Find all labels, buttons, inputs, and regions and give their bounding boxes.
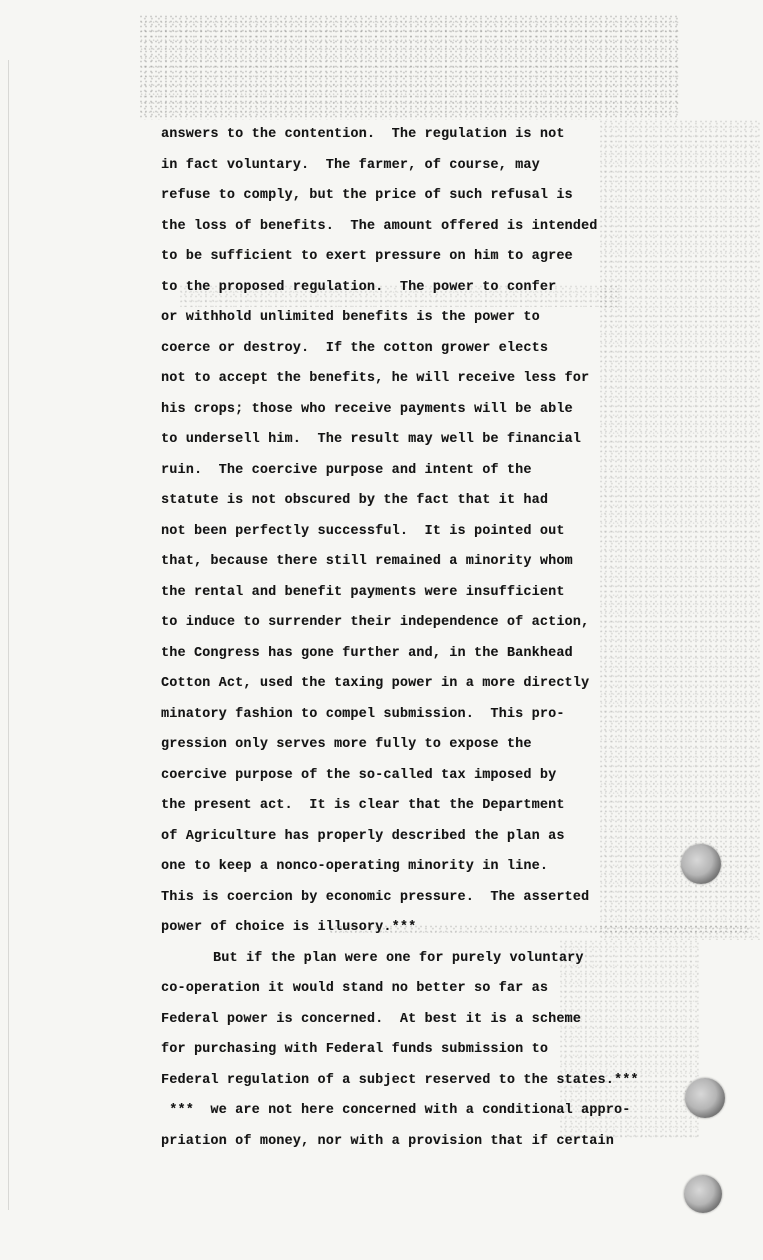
text-line: of Agriculture has properly described the plan as — [161, 828, 565, 844]
scan-noise-top — [140, 15, 680, 120]
text-line: in fact voluntary. The farmer, of course, may — [161, 157, 540, 173]
text-line: gression only serves more fully to expose the — [161, 737, 532, 752]
text-line: the present act. It is clear that the Department — [161, 798, 565, 813]
text-line: ruin. The coercive purpose and intent of the — [161, 462, 532, 478]
text-line: or withhold unlimited benefits is the power to — [161, 310, 540, 325]
punch-hole-icon — [681, 844, 721, 884]
text-line: not to accept the benefits, he will receive less for — [161, 371, 590, 386]
text-line: power of choice is illusory.*** — [161, 920, 417, 935]
punch-hole-icon — [684, 1175, 722, 1213]
text-line: the Congress has gone further and, in the Bankhead — [161, 645, 573, 661]
text-line: to undersell him. The result may well be financial — [161, 432, 582, 447]
text-line: to be sufficient to exert pressure on him to agree — [161, 249, 573, 264]
text-line: coercive purpose of the so-called tax imposed by — [161, 767, 557, 783]
text-line: not been perfectly successful. It is pointed out — [161, 523, 565, 539]
text-line: one to keep a nonco-operating minority in line. — [161, 859, 549, 874]
text-line: that, because there still remained a minority whom — [161, 554, 573, 569]
body-text — [161, 120, 661, 1157]
text-line: priation of money, nor with a provision that if certain — [161, 1133, 614, 1149]
text-line: coerce or destroy. If the cotton grower elects — [161, 340, 549, 356]
text-line: answers to the contention. The regulation is not — [161, 127, 565, 142]
text-line: Federal regulation of a subject reserved to the states.*** — [161, 1072, 639, 1088]
paragraph-start-line: But if the plan were one for purely voluntary — [213, 950, 584, 966]
text-line: the loss of benefits. The amount offered is intended — [161, 218, 598, 234]
text-line: refuse to comply, but the price of such refusal is — [161, 188, 573, 203]
page-edge — [8, 60, 9, 1210]
text-line: Cotton Act, used the taxing power in a more directly — [161, 676, 590, 691]
text-line: his crops; those who receive payments will be able — [161, 401, 573, 417]
text-line: for purchasing with Federal funds submission to — [161, 1042, 549, 1057]
text-line: Federal power is concerned. At best it is a scheme — [161, 1011, 582, 1027]
text-line: to the proposed regulation. The power to confer — [161, 279, 557, 295]
text-line: co-operation it would stand no better so far as — [161, 981, 549, 996]
text-line: minatory fashion to compel submission. This pro- — [161, 706, 565, 722]
text-line: *** we are not here concerned with a conditional appro- — [161, 1103, 631, 1118]
text-line: the rental and benefit payments were insufficient — [161, 584, 565, 600]
punch-hole-icon — [685, 1078, 725, 1118]
text-line: statute is not obscured by the fact that it had — [161, 493, 549, 508]
text-line: This is coercion by economic pressure. The asserted — [161, 889, 590, 905]
text-line: to induce to surrender their independence of action, — [161, 615, 590, 630]
